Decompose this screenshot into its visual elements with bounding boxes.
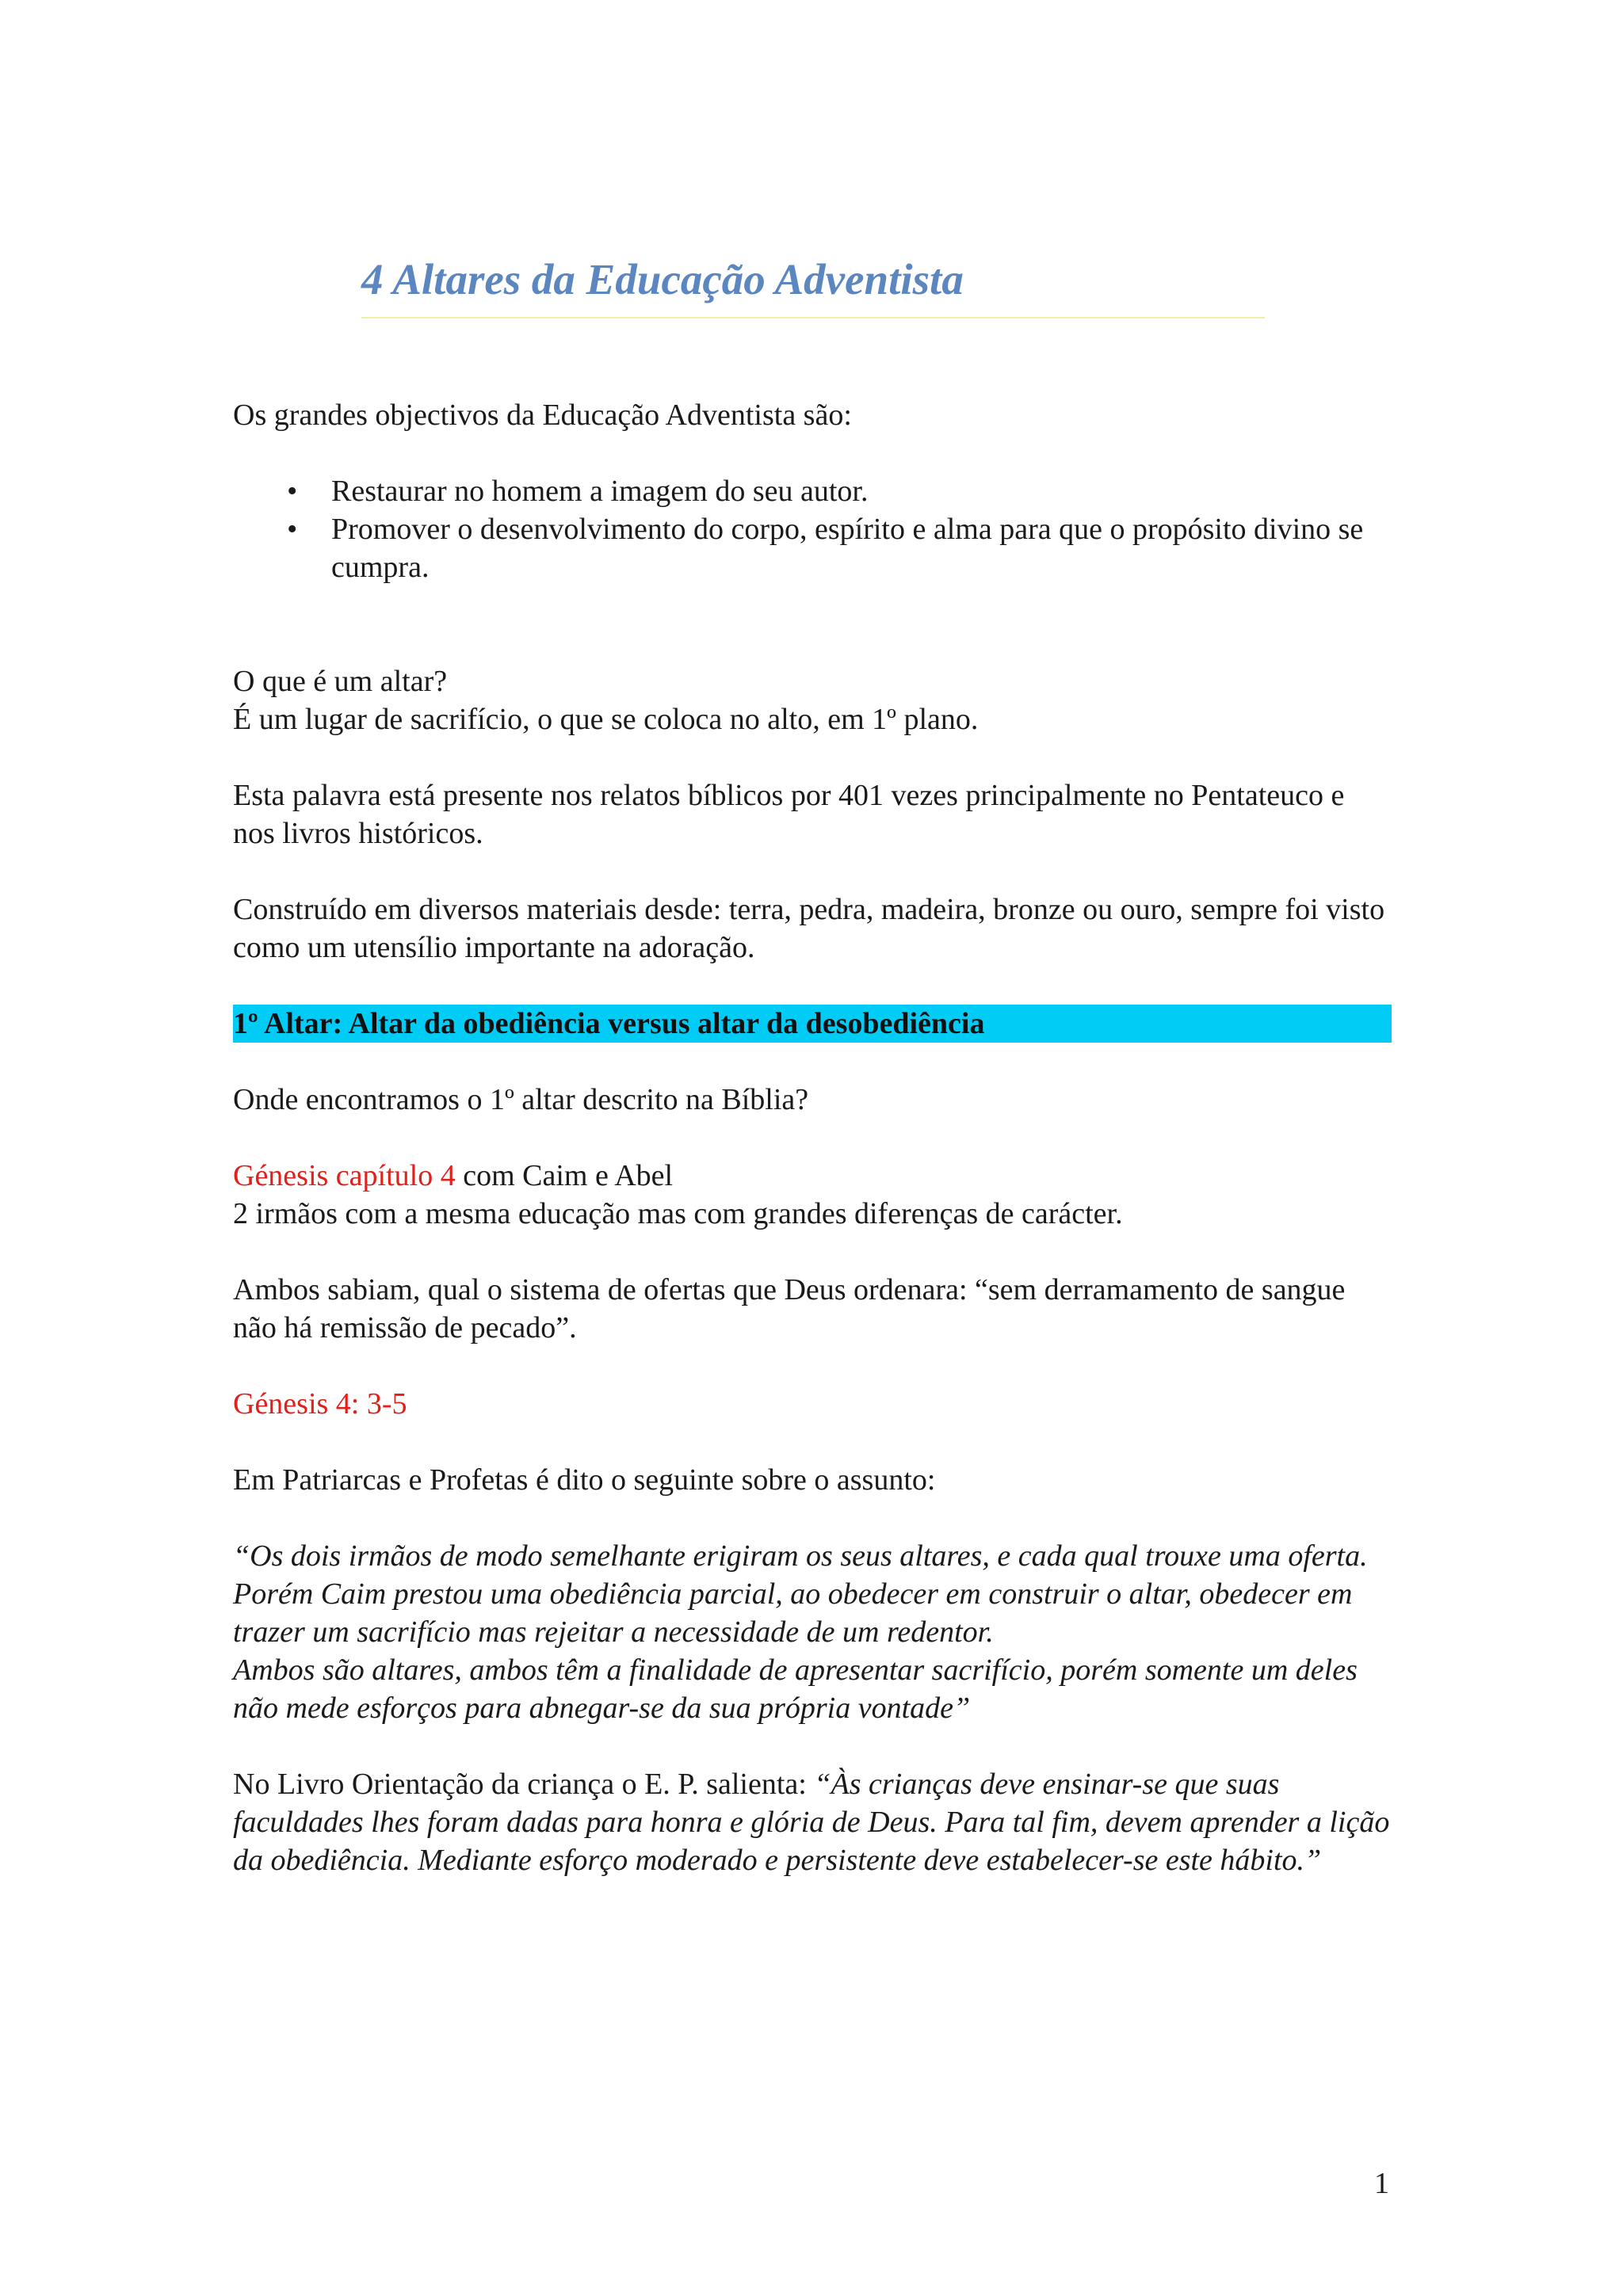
child-book-paragraph: [233, 1765, 1390, 1879]
title-underline: [361, 317, 1265, 318]
section-heading: 1º Altar: Altar da obediência versus altar da desobediência: [233, 1005, 1392, 1043]
objectives-list: [233, 472, 1390, 586]
list-item: [233, 472, 1390, 510]
first-altar-question: Onde encontramos o 1º altar descrito na Bíblia?: [233, 1083, 809, 1116]
genesis-reference: Génesis capítulo 4: [233, 1159, 456, 1192]
document-title: 4 Altares da Educação Adventista: [361, 255, 964, 303]
child-book-quote: “Às crianças deve ensinar-se que suas faculdades lhes foram dadas para honra e glória de Deus. Para tal fim, devem aprender a lição da obediência. Mediante esforço moderado e persistente deve estabelecer-se este hábito.”: [233, 1768, 1390, 1877]
genesis-verse: Génesis 4: 3-5: [233, 1387, 407, 1421]
offerings-paragraph: Ambos sabiam, qual o sistema de ofertas que Deus ordenara: “sem derramamento de sangue não há remissão de pecado”.: [233, 1273, 1346, 1344]
genesis-reference-rest: com Caim e Abel: [455, 1159, 674, 1192]
bullet-icon: •: [287, 513, 298, 546]
quote-paragraph-1: “Os dois irmãos de modo semelhante erigiram os seus altares, e cada qual trouxe uma oferta. Porém Caim prestou uma obediência parcial, ao obedecer em construir o altar, obedecer em trazer um sacrifício mas rejeitar a necessidade de um redentor.: [233, 1539, 1368, 1649]
patriarchs-intro: Em Patriarcas e Profetas é dito o seguinte sobre o assunto:: [233, 1463, 936, 1497]
bullet-icon: •: [287, 475, 298, 508]
altar-answer: É um lugar de sacrifício, o que se coloca no alto, em 1º plano.: [233, 703, 979, 736]
genesis-reference-line: [233, 1157, 1390, 1195]
list-item-text: Promover o desenvolvimento do corpo, espírito e alma para que o propósito divino se cumpra.: [331, 513, 1364, 584]
materials-paragraph: Construído em diversos materiais desde: terra, pedra, madeira, bronze ou ouro, sempre foi visto como um utensílio importante na adoração.: [233, 893, 1385, 964]
list-item: [233, 510, 1390, 586]
word-presence-paragraph: Esta palavra está presente nos relatos bíblicos por 401 vezes principalmente no Pentateuco e nos livros históricos.: [233, 779, 1345, 850]
altar-question: O que é um altar?: [233, 665, 448, 698]
list-item-text: Restaurar no homem a imagem do seu autor.: [331, 475, 869, 508]
child-book-intro: No Livro Orientação da criança o E. P. salienta:: [233, 1768, 815, 1801]
document-body: [233, 396, 1390, 1879]
intro-paragraph: Os grandes objectivos da Educação Adventista são:: [233, 399, 852, 432]
brothers-line: 2 irmãos com a mesma educação mas com grandes diferenças de carácter.: [233, 1197, 1123, 1230]
page-number: 1: [1374, 2167, 1389, 2200]
quote-paragraph-2: Ambos são altares, ambos têm a finalidade de apresentar sacrifício, porém somente um deles não mede esforços para abnegar-se da sua própria vontade”: [233, 1653, 1358, 1725]
